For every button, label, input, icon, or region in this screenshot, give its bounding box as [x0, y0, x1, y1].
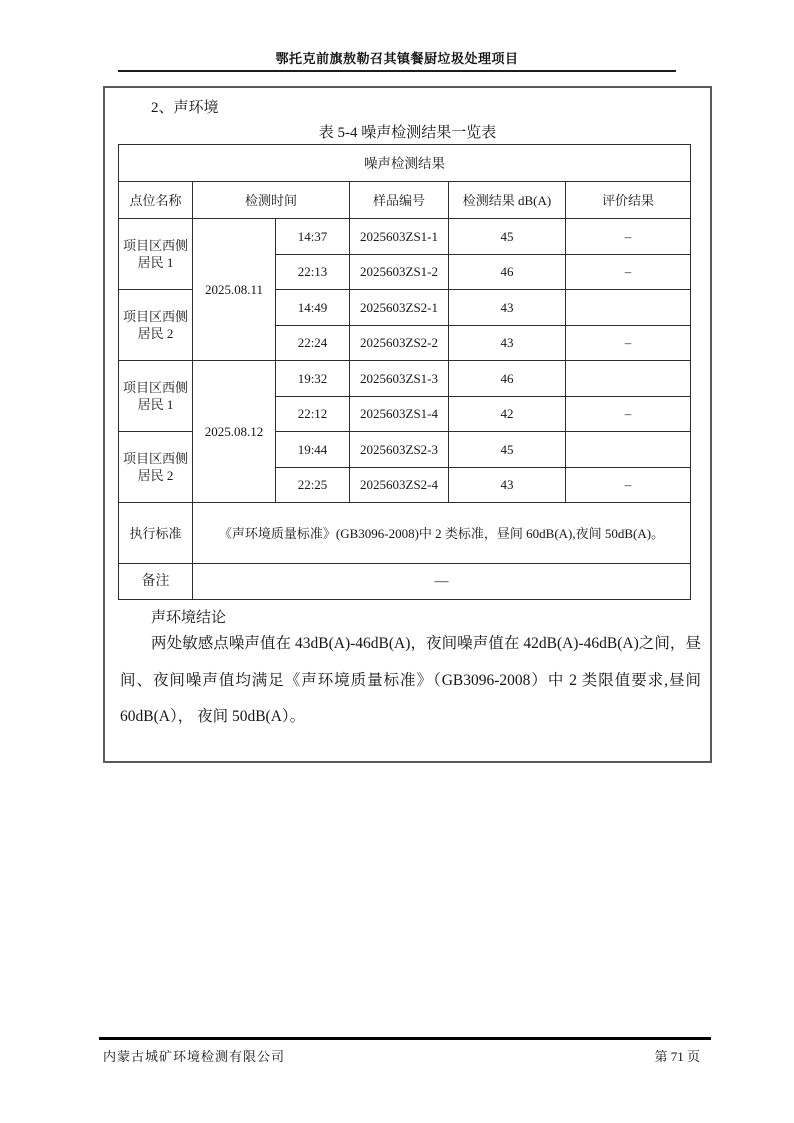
- evaluation-cell: –: [566, 254, 691, 290]
- table-caption: 表 5-4 噪声检测结果一览表: [318, 125, 497, 141]
- result-cell: 46: [449, 254, 566, 290]
- location-cell: 项目区西侧居民 1: [119, 219, 193, 290]
- sample-cell: 2025603ZS2-2: [350, 325, 449, 361]
- content-frame: [103, 86, 712, 763]
- remark-label: 备注: [119, 564, 193, 600]
- time-cell: 19:44: [276, 432, 350, 468]
- evaluation-cell: –: [566, 219, 691, 255]
- time-cell: 22:25: [276, 467, 350, 503]
- location-cell: 项目区西侧居民 2: [119, 290, 193, 361]
- footer-page-number: 第 71 页: [654, 1049, 700, 1064]
- result-cell: 43: [449, 325, 566, 361]
- col-header-evaluation: 评价结果: [566, 182, 691, 219]
- result-cell: 43: [449, 290, 566, 326]
- date-cell: 2025.08.11: [193, 219, 276, 361]
- col-header-time: 检测时间: [193, 182, 350, 219]
- result-cell: 45: [449, 432, 566, 468]
- result-cell: 43: [449, 467, 566, 503]
- noise-results-table: [118, 144, 691, 600]
- remark-value: —: [193, 564, 691, 600]
- table-group-header-row: [119, 145, 691, 182]
- sample-cell: 2025603ZS1-4: [350, 396, 449, 432]
- location-cell: 项目区西侧居民 2: [119, 432, 193, 503]
- time-cell: 19:32: [276, 361, 350, 397]
- header-rule: [118, 70, 676, 72]
- footer-company: 内蒙古城矿环境检测有限公司: [103, 1049, 286, 1064]
- date-cell: 2025.08.12: [193, 361, 276, 503]
- conclusion-heading: 声环境结论: [151, 610, 227, 626]
- result-cell: 46: [449, 361, 566, 397]
- conclusion-paragraph: 两处敏感点噪声值在 43dB(A)-46dB(A)，夜间噪声值在 42dB(A)-46dB(A)之间，昼间、夜间噪声值均满足《声环境质量标准》（GB3096-2008）中 2 类限值要求,昼间 60dB(A）， 夜间 50dB(A）。: [120, 635, 701, 725]
- evaluation-cell: –: [566, 396, 691, 432]
- sample-cell: 2025603ZS2-1: [350, 290, 449, 326]
- time-cell: 22:12: [276, 396, 350, 432]
- sample-cell: 2025603ZS2-4: [350, 467, 449, 503]
- evaluation-cell: [566, 290, 691, 326]
- page-header-title: 鄂托克前旗敖勒召其镇餐厨垃圾处理项目: [275, 51, 519, 66]
- col-header-sample: 样品编号: [350, 182, 449, 219]
- table-group-header: 噪声检测结果: [119, 145, 691, 182]
- standard-value: 《声环境质量标准》(GB3096-2008)中 2 类标准，昼间 60dB(A),夜间 50dB(A)。: [193, 503, 691, 564]
- remark-row: [119, 564, 691, 600]
- evaluation-cell: [566, 361, 691, 397]
- result-cell: 42: [449, 396, 566, 432]
- result-cell: 45: [449, 219, 566, 255]
- sample-cell: 2025603ZS1-2: [350, 254, 449, 290]
- evaluation-cell: [566, 432, 691, 468]
- section-heading: 2、声环境: [151, 100, 219, 116]
- location-cell: 项目区西侧居民 1: [119, 361, 193, 432]
- evaluation-cell: –: [566, 467, 691, 503]
- time-cell: 14:37: [276, 219, 350, 255]
- time-cell: 22:13: [276, 254, 350, 290]
- evaluation-cell: –: [566, 325, 691, 361]
- sample-cell: 2025603ZS1-3: [350, 361, 449, 397]
- col-header-location: 点位名称: [119, 182, 193, 219]
- table-column-header-row: [119, 182, 691, 219]
- sample-cell: 2025603ZS1-1: [350, 219, 449, 255]
- time-cell: 22:24: [276, 325, 350, 361]
- sample-cell: 2025603ZS2-3: [350, 432, 449, 468]
- standard-row: [119, 503, 691, 564]
- footer-rule: [99, 1037, 711, 1040]
- time-cell: 14:49: [276, 290, 350, 326]
- col-header-result: 检测结果 dB(A): [449, 182, 566, 219]
- standard-label: 执行标准: [119, 503, 193, 564]
- table-row: [119, 361, 691, 397]
- table-row: [119, 219, 691, 255]
